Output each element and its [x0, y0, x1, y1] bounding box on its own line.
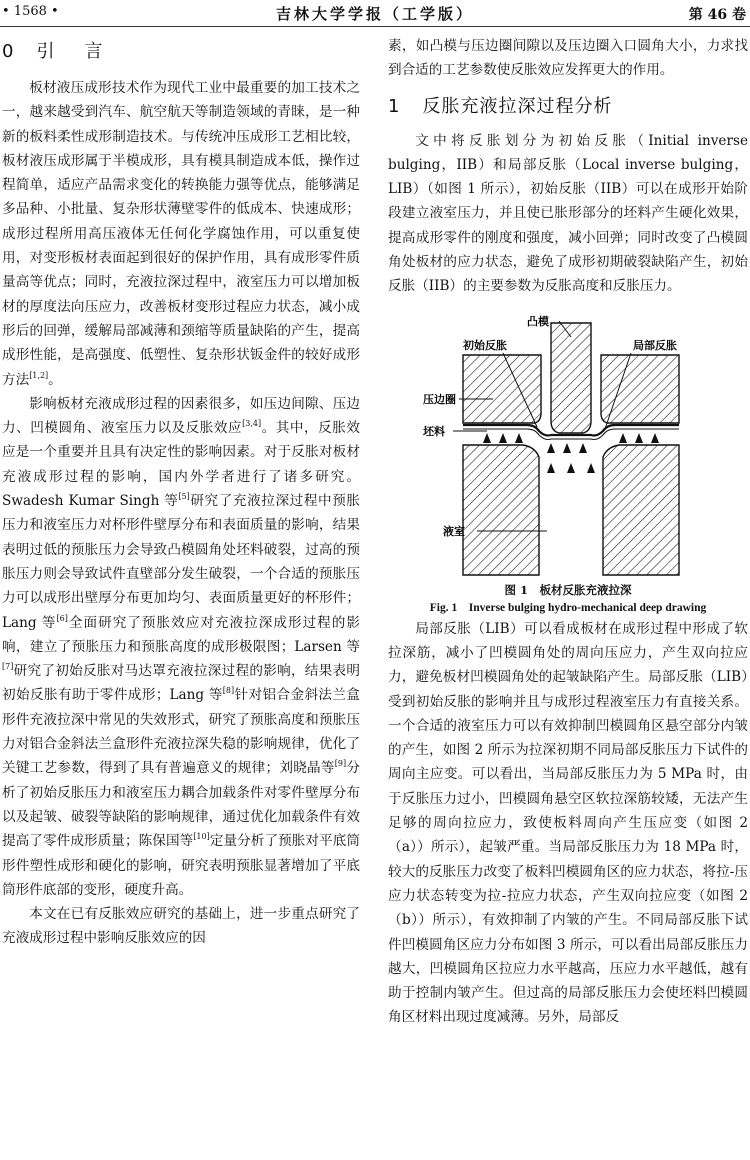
citation[interactable]: [8]: [222, 686, 235, 696]
right-column: [388, 34, 748, 1030]
label-blank: 坯料: [423, 424, 445, 438]
citation[interactable]: [9]: [334, 759, 347, 769]
page-header: [0, 0, 750, 27]
volume-label: 第 46 卷: [688, 7, 746, 23]
label-punch: 凸模: [527, 314, 549, 328]
figure-caption-cn: 图 1 板材反胀充液拉深: [504, 582, 632, 597]
journal-title: 吉林大学学报（工学版）: [275, 5, 474, 23]
section-title: 反胀充液拉深过程分析: [422, 95, 613, 117]
label-chamber: 液室: [443, 524, 465, 538]
blank-holder-right: [601, 355, 679, 423]
hydroforming-diagram: [423, 313, 713, 581]
die-right: [603, 445, 679, 575]
section-title: 引 言: [36, 41, 109, 62]
figure-1: [388, 313, 748, 617]
paragraph: 局部反胀（LIB）可以看成板材在成形过程中形成了软拉深筋，减小了凹模圆角处的周向压应力，产生双向拉应力，避免板材凹模圆角处的起皱缺陷产生。局部反胀（LIB）受到初始反胀的影响并且与成形过程液室压力有直接关系。一个合适的液室压力可以有效抑制凹模圆角区悬空部分内皱的产生，如图 2 所示为拉深初期不同局部反胀压力下试件的周向主应变。可以看出，当局部反胀压力为 5 MPa 时，由于反胀压力过小，凹模圆角悬空区软拉深筋较矮，无法产生足够的周向拉应力，致使板料周向产生压应变（如图 2（a））所示），起皱严重。当局部反胀压力为 18 MPa 时，较大的反胀压力改变了板料凹模圆角区的应力状态，将拉-压应力状态转变为拉-拉应力状态，产生双向拉应变（如图 2（b））所示），有效抑制了内皱的产生。不同局部反胀下试件凹模圆角区应力分布如图 3 所示，可以看出局部反胀压力越大，凹模圆角区拉应力水平越高，压应力水平越低，越有助于控制内皱产生。但过高的局部反胀压力会使坯料凹模圆角区材料出现过度减薄。另外，局部反: [388, 620, 748, 1026]
citation[interactable]: [7]: [2, 662, 14, 672]
page-number: • 1568 •: [2, 4, 59, 19]
citation[interactable]: [10]: [193, 832, 210, 842]
citation[interactable]: [6]: [56, 613, 68, 623]
label-blank-holder: 压边圈: [423, 392, 456, 406]
citation[interactable]: [5]: [178, 492, 190, 502]
citation[interactable]: [1,2]: [29, 370, 49, 380]
paragraph: 影响板材充液成形过程的因素很多，如压边间隙、压边力、凹模圆角、液室压力以及反胀效应[3,4]。其中，反胀效应是一个重要并且具有决定性的影响因素。对于反胀对板材充液成形过程的影响，国内外学者进行了诸多研究。Swadesh Kumar Singh 等[5]研究了充液拉深过程中预胀压力和液室压力对杯形件壁厚分布和表面质量的影响，结果表明过低的预胀压力会导致凸模圆角处坯料破裂，过高的预胀压力则会导致试件直壁部分发生破裂，一个合适的预胀压力可以成形出壁厚分布更加均匀、表面质量更好的杯形件；Lang 等[6]全面研究了预胀效应对充液拉深成形过程的影响，建立了预胀压力和预胀高度的成形极限图；Larsen 等[7]研究了初始反胀对马达罩充液拉深过程的影响，结果表明初始反胀有助于零件成形；Lang 等[8]针对铝合金斜法兰盒形件充液拉深中常见的失效形式，研究了预胀高度和预胀压力对铝合金斜法兰盒形件充液拉深失稳的影响规律，优化了关键工艺参数，得到了具有普遍意义的规律；刘晓晶等[9]分析了初始反胀压力和液室压力耦合加载条件对零件壁厚分布以及起皱、破裂等缺陷的影响规律，通过优化加载条件有效提高了零件成形质量；陈保国等[10]定量分析了预胀对平底筒形件塑性成形和硬化的影响，研究表明预胀显著增加了平底筒形件底部的变形，硬度升高。: [2, 395, 361, 898]
label-lib: 局部反胀: [633, 338, 677, 352]
paragraph: 本文在已有反胀效应研究的基础上，进一步重点研究了充液成形过程中影响反胀效应的因: [2, 906, 360, 947]
paragraph: 板材液压成形技术作为现代工业中最重要的加工技术之一，越来越受到汽车、航空航天等制造领域的青睐，是一种新的板料柔性成形制造技术。与传统冲压成形工艺相比较，板材液压成形属于半模成形，具有模具制造成本低，操作过程简单，适应产品需求变化的转换能力强等优点，能够满足多品种、小批量、复杂形状薄壁零件的低成本、快速成形；成形过程所用高压液体无任何化学腐蚀作用，可以重复使用，对变形板材表面起到很好的保护作用，具有成形零件质量高等优点；同时，充液拉深过程中，液室压力可以增加板材的厚度法向压应力，改善板材变形过程应力状态，减小成形后的回弹，缓解局部减薄和颈缩等质量缺陷的产生，提高成形性能，是高强度、低塑性、复杂形状钣金件的较好成形方法[1,2]。: [2, 80, 360, 388]
figure-caption-en: Fig. 1 Inverse bulging hydro-mechanical deep drawing: [429, 601, 707, 614]
section-0-heading: [2, 38, 360, 66]
die-left: [463, 445, 539, 575]
punch-shape: [551, 323, 591, 433]
left-column: [2, 34, 360, 951]
section-1-heading: [388, 93, 748, 121]
section-number: 0: [2, 41, 15, 62]
paragraph: 素，如凸模与压边圈间隙以及压边圈入口圆角大小，力求找到合适的工艺参数使反胀效应发挥更大的作用。: [388, 38, 748, 79]
label-iib: 初始反胀: [463, 338, 507, 352]
blank-holder-left: [463, 355, 541, 423]
section-number: 1: [388, 95, 401, 117]
paragraph: 文中将反胀划分为初始反胀（Initial inverse bulging，IIB）和局部反胀（Local inverse bulging，LIB）（如图 1 所示），初始反胀（IIB）可以在成形开始阶段建立液室压力，并且使已胀形部分的坯料产生硬化效果，提高成形零件的刚度和强度，减小回弹；同时改变了凸模圆角处板材的应力状态，避免了成形初期破裂缺陷产生，初始反胀（IIB）的主要参数为反胀高度和反胀压力。: [388, 132, 748, 295]
citation[interactable]: [3,4]: [242, 419, 262, 429]
